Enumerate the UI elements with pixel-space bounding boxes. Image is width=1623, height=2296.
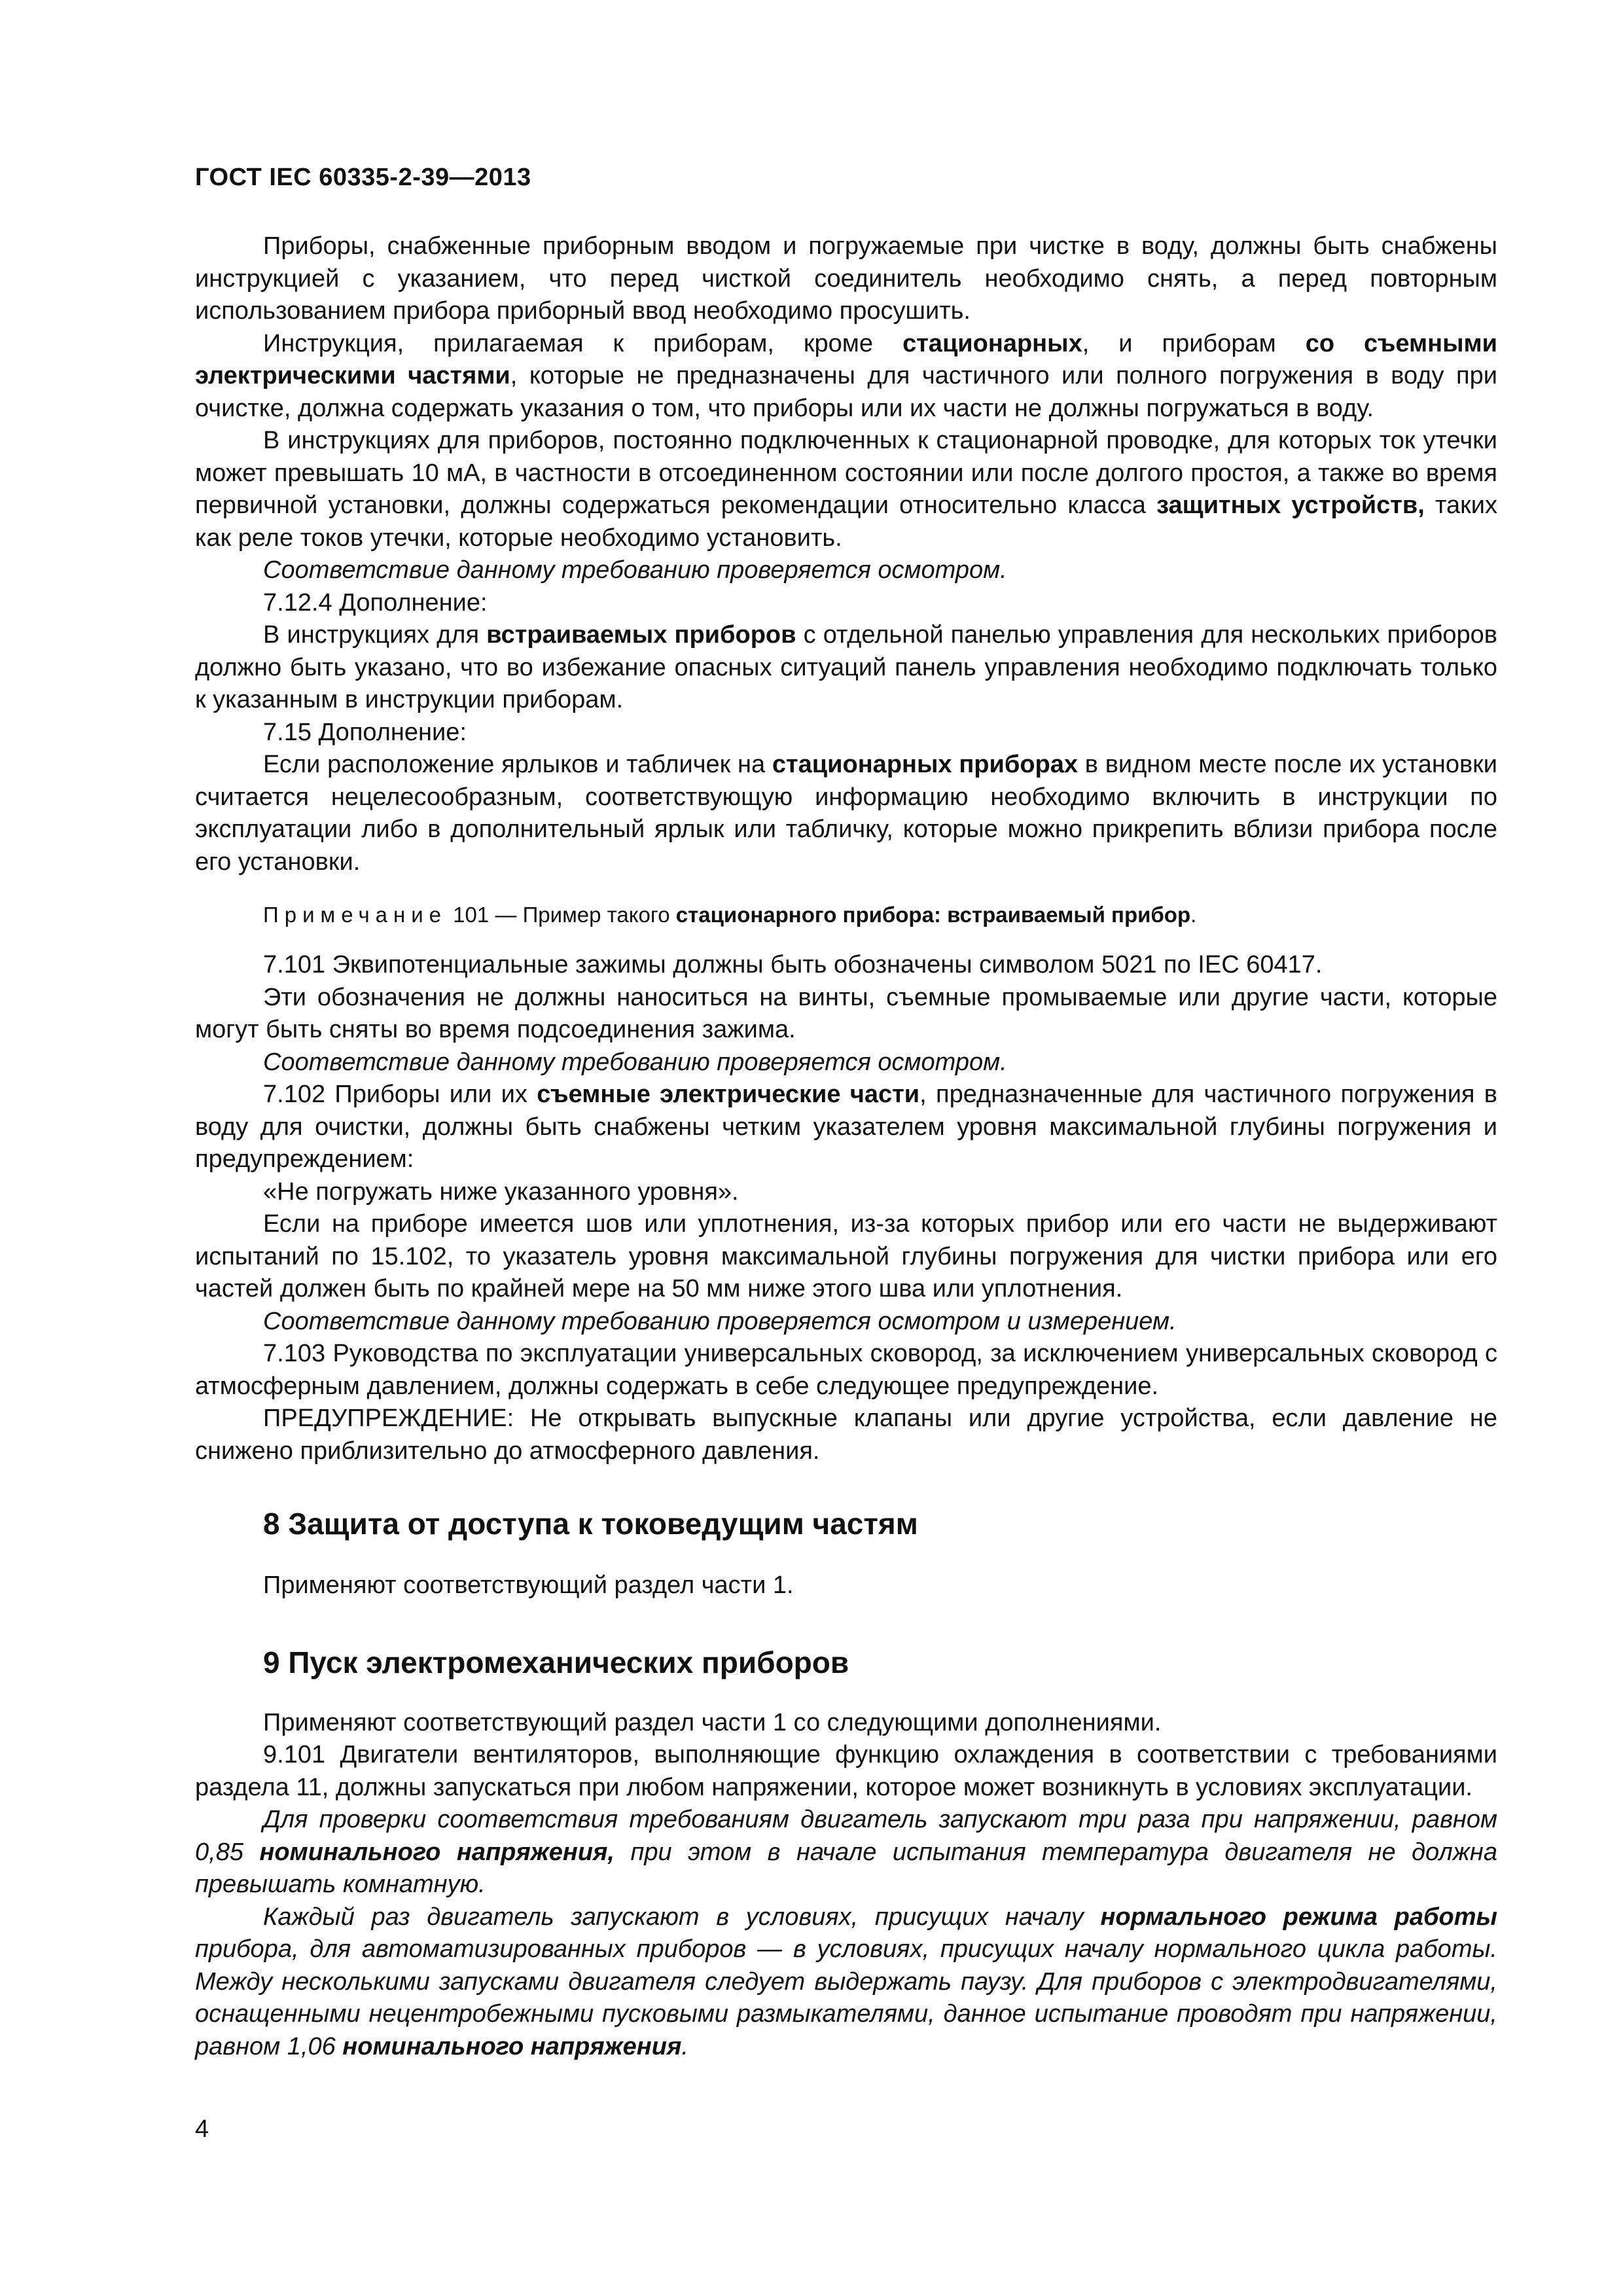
paragraph: Применяют соответствующий раздел части 1. (263, 1571, 794, 1599)
paragraph: В инструкциях для встраиваемых приборов с отдельной панелью управления для нескольких приборов должно быть указано, что во избежание опасных ситуаций панель управления необходимо подключать только к указанным в инструкции приборам. (195, 621, 1497, 713)
clause-number: 7.12.4 Дополнение: (263, 588, 488, 617)
paragraph: Эти обозначения не должны наноситься на винты, съемные промываемые или другие части, которые могут быть сняты во время подсоединения зажима. (195, 983, 1497, 1043)
note-label: Примечание (263, 903, 448, 927)
paragraph: Если расположение ярлыков и табличек на стационарных приборах в видном месте после их установки считается нецелесообразным, соответствующую информацию необходимо включить в инструкции по эксплуатации либо в дополнительный ярлык или табличку, которые можно прикрепить вблизи прибора после его установки. (195, 751, 1497, 876)
paragraph: Инструкция, прилагаемая к приборам, кроме стационарных, и приборам со съемными электрическими частями, которые не предназначены для частичного или полного погружения в воду при очистке, должна содержать указания о том, что приборы или их части не должны погружаться в воду. (195, 329, 1498, 422)
test-procedure: Каждый раз двигатель запускают в условиях, присущих началу нормального режима работы прибора, для автоматизированных приборов — в условиях, присущих началу нормального цикла работы. Между несколькими запусками двигателя следует выдержать паузу. Для приборов с электродвигателями, оснащенными нецентробежными пусковыми размыкателями, данное испытание проводят при напряжении, равном 1,06 номинального напряжения. (195, 1903, 1498, 2060)
defined-term: стационарного прибора: встраиваемый прибор (675, 903, 1191, 927)
section-heading-9: 9 Пуск электромеханических приборов (263, 1645, 849, 1679)
note: Примечание 101 — Пример такого стационарного прибора: встраиваемый прибор. (263, 903, 1197, 927)
paragraph: 7.101 Эквипотенциальные зажимы должны быть обозначены символом 5021 по IEC 60417. (263, 951, 1323, 978)
clause-number: 7.15 Дополнение: (263, 718, 467, 746)
paragraph: Если на приборе имеется шов или уплотнения, из-за которых прибор или его части не выдерживают испытаний по 15.102, то указатель уровня максимальной глубины погружения для чистки прибора или его частей должен быть по крайней мере на 50 мм ниже этого шва или уплотнения. (195, 1210, 1497, 1302)
defined-term: защитных устройств, (1156, 492, 1425, 519)
paragraph: В инструкциях для приборов, постоянно подключенных к стационарной проводке, для которых ток утечки может превышать 10 мА, в частности в отсоединенном состоянии или после долгого простоя, а также во время первичной установки, должны содержаться рекомендации относительно класса защитных устройств, таких как реле токов утечки, которые необходимо установить. (195, 427, 1497, 552)
document-body (195, 230, 1497, 2063)
compliance-check: Соответствие данному требованию проверяется осмотром. (263, 1048, 1007, 1076)
paragraph: 7.102 Приборы или их съемные электрические части, предназначенные для частичного погружения в воду для очистки, должны быть снабжены четким указателем уровня максимальной глубины погружения и предупреждением: (195, 1081, 1497, 1173)
defined-term: стационарных (902, 329, 1082, 357)
paragraph: 9.101 Двигатели вентиляторов, выполняющие функцию охлаждения в соответствии с требованиями раздела 11, должны запускаться при любом напряжении, которое может возникнуть в условиях эксплуатации. (195, 1741, 1497, 1801)
compliance-check: Соответствие данному требованию проверяется осмотром и измерением. (263, 1307, 1177, 1335)
defined-term: встраиваемых приборов (486, 621, 796, 649)
section-heading-8: 8 Защита от доступа к токоведущим частям (263, 1507, 918, 1541)
paragraph: Применяют соответствующий раздел части 1 со следующими дополнениями. (263, 1708, 1162, 1736)
page-number: 4 (195, 2115, 209, 2143)
defined-term: стационарных приборах (772, 751, 1079, 778)
compliance-check: Соответствие данному требованию проверяется осмотром. (263, 556, 1007, 584)
test-procedure: Для проверки соответствия требованиям двигатель запускают три раза при напряжении, равном 0,85 номинального напряжения, при этом в начале испытания температура двигателя не должна превышать комнатную. (195, 1806, 1497, 1898)
defined-term: номинального напряжения (342, 2032, 682, 2060)
defined-term: нормального режима работы (1100, 1903, 1498, 1931)
warning-paragraph: ПРЕДУПРЕЖДЕНИЕ: Не открывать выпускные клапаны или другие устройства, если давление не снижено приблизительно до атмосферного давления. (195, 1405, 1497, 1465)
paragraph: «Не погружать ниже указанного уровня». (263, 1177, 739, 1206)
paragraph: 7.103 Руководства по эксплуатации универсальных сковород, за исключением универсальных сковород с атмосферным давлением, должны содержать в себе следующее предупреждение. (195, 1340, 1497, 1400)
defined-term: со съемными электрическими частями (195, 329, 1498, 389)
paragraph: Приборы, снабженные приборным вводом и погружаемые при чистке в воду, должны быть снабжены инструкцией с указанием, что перед чисткой соединитель необходимо снять, а перед повторным использованием прибора приборный ввод необходимо просушить. (195, 232, 1497, 325)
defined-term: номинального напряжения, (259, 1838, 615, 1866)
document-header: ГОСТ IEC 60335-2-39—2013 (195, 164, 531, 191)
defined-term: съемные электрические части (537, 1081, 920, 1108)
